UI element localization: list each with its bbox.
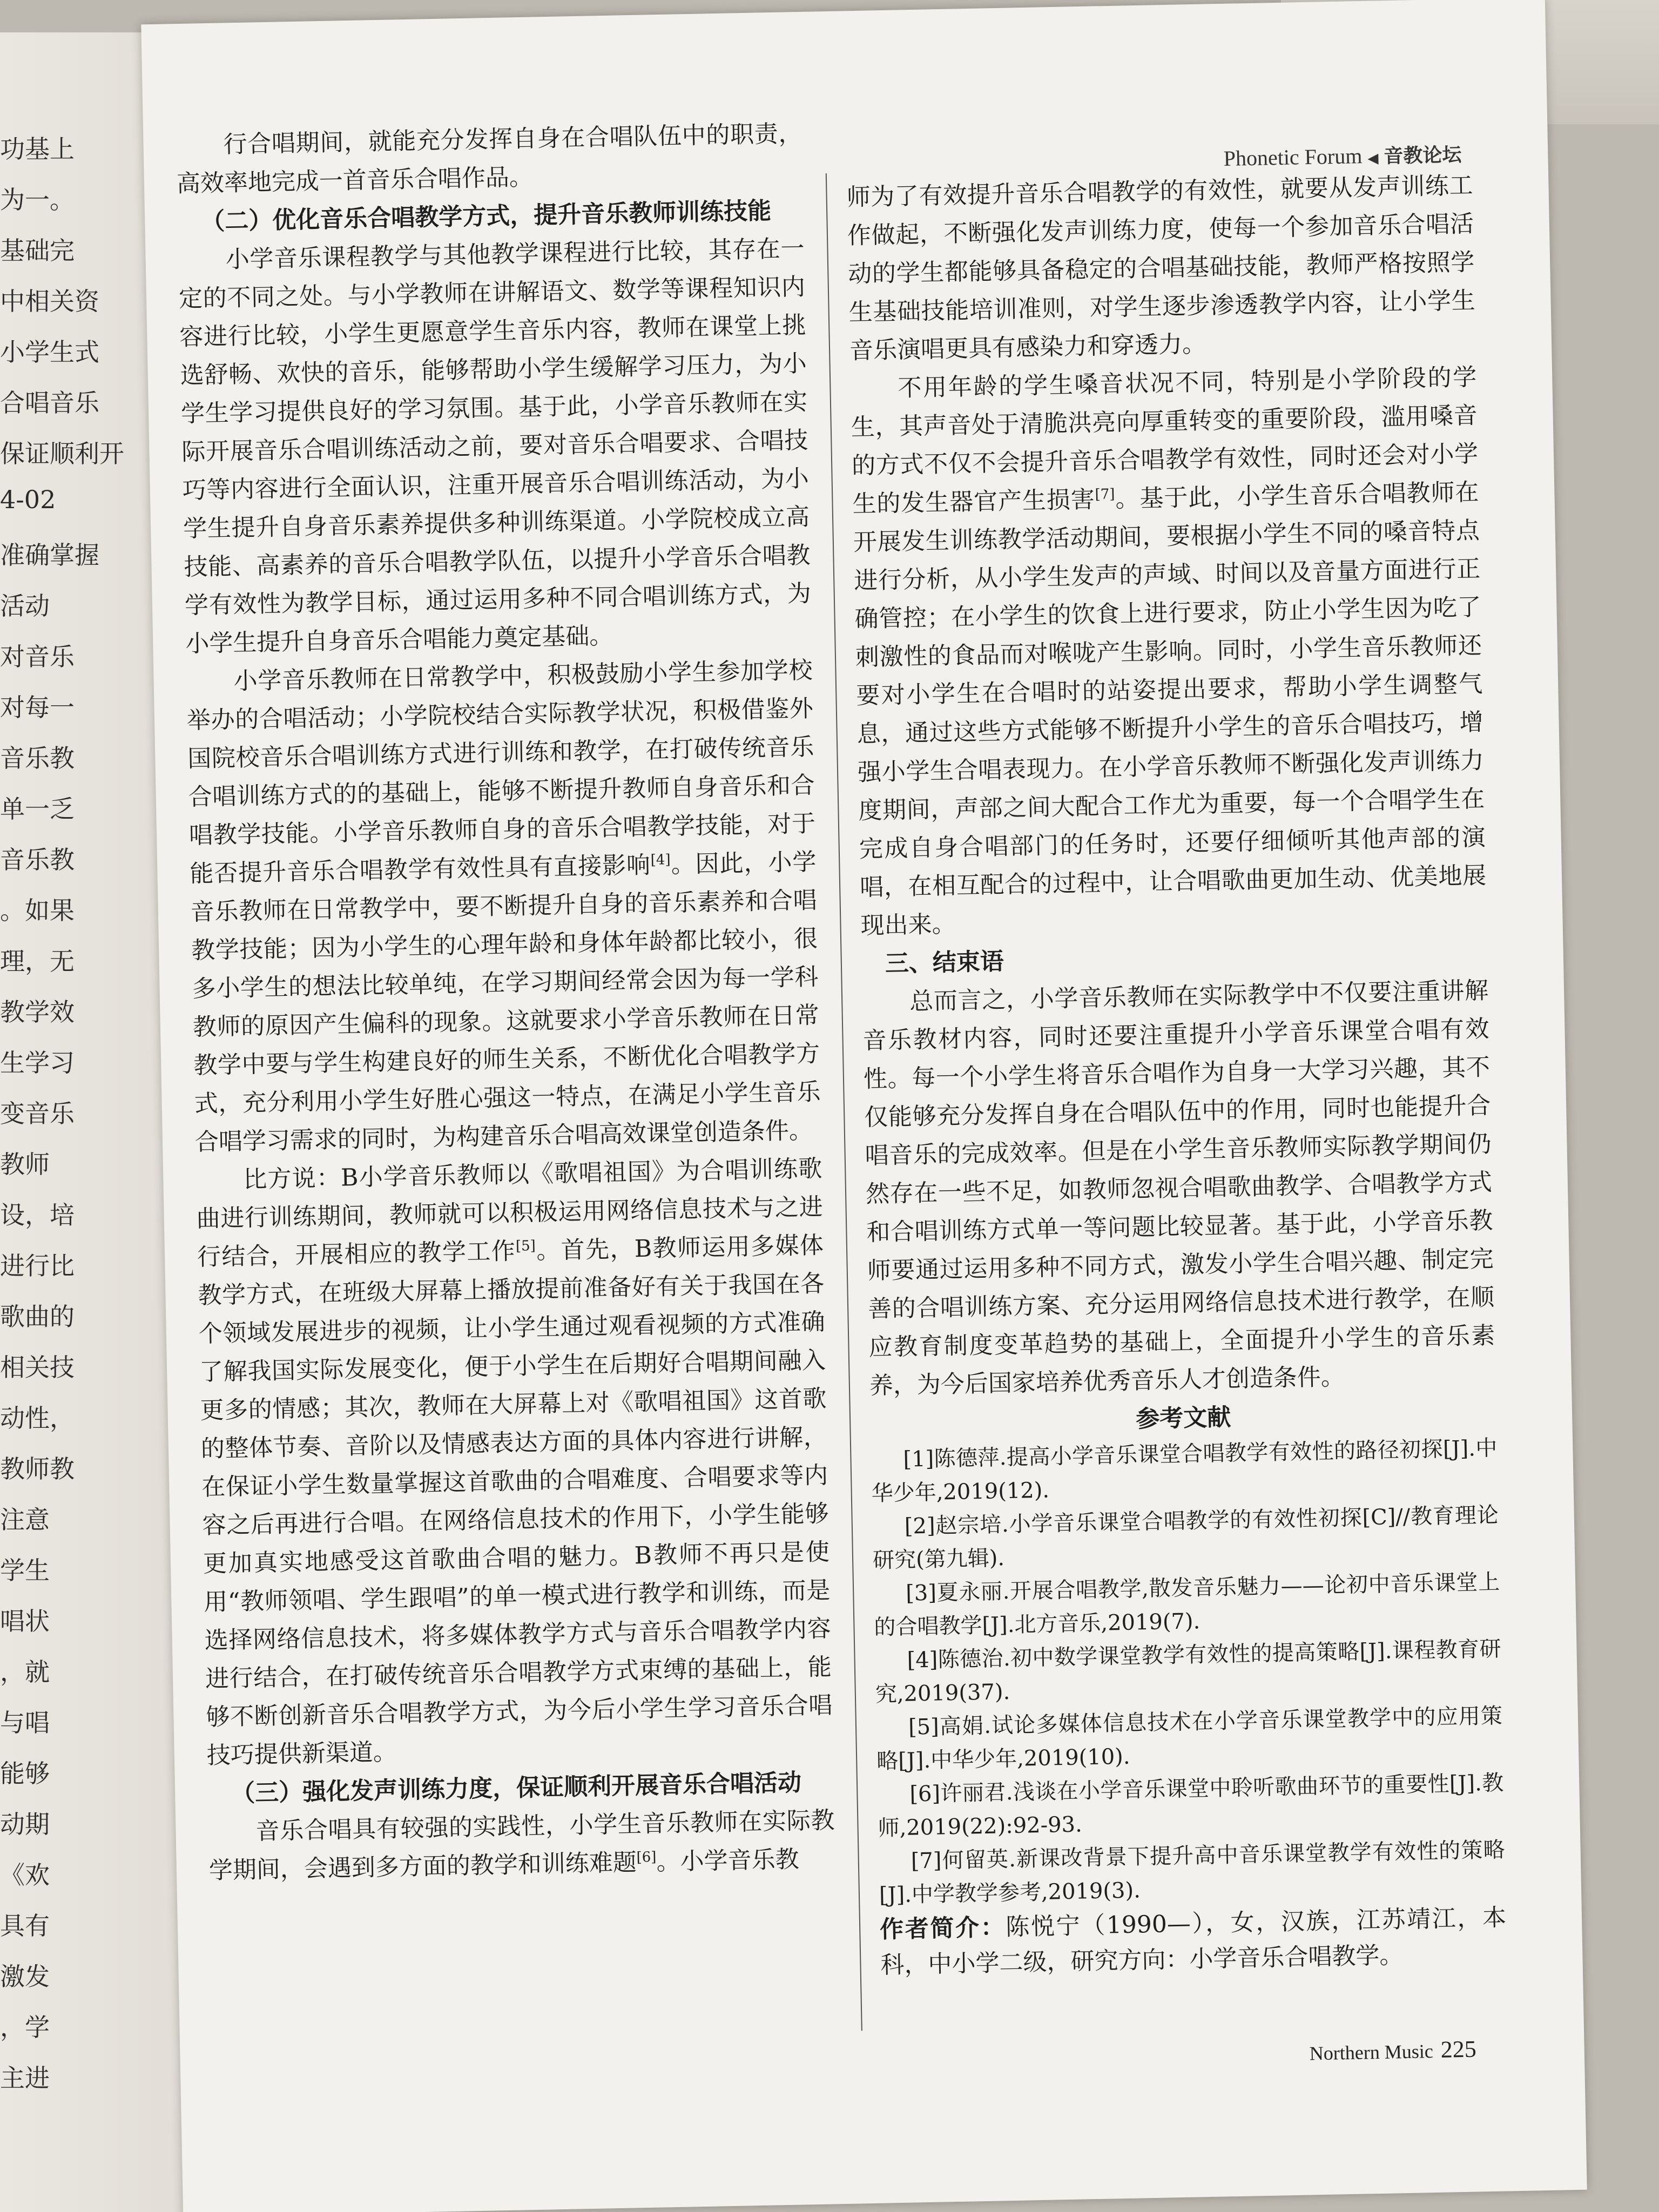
left-page-line: 教师教 — [0, 1454, 75, 1483]
paragraph-text: 小学音乐教师在日常教学中，积极鼓励小学生参加学校举办的合唱活动；小学院校结合实际教学状况，积极借鉴外国院校音乐合唱训练方式进行训练和教学，在打破传统音乐合唱训练方式的的基础上，能够不断提升教师自身音乐和合唱教学技能。小学音乐教师自身的音乐合唱教学技能，对于能否提升音乐合唱教学有效性具有直接影响 — [186, 656, 816, 888]
left-page-line: 为一。 — [0, 185, 75, 214]
left-page-line: 功基上 — [0, 134, 75, 164]
references-list — [871, 1432, 1506, 1912]
left-page-line: 歌曲的 — [0, 1302, 75, 1331]
left-page-line: 主进 — [0, 2063, 50, 2093]
left-page-line: 动性， — [0, 1404, 75, 1433]
left-page-line: 教学效 — [0, 997, 75, 1027]
left-page-line: 保证顺利开 — [0, 439, 124, 468]
subheading: （二）优化音乐合唱教学方式，提升音乐教师训练技能 — [200, 197, 772, 236]
left-page-line: 中相关资 — [0, 287, 99, 316]
left-page-line: 活动 — [0, 591, 50, 621]
subheading: （三）强化发声训练力度，保证顺利开展音乐合唱活动 — [231, 1769, 802, 1808]
paragraph — [208, 1801, 836, 1890]
left-page-line: 基础完 — [0, 236, 75, 265]
references-title: 参考文献 — [1135, 1404, 1231, 1433]
page-footer — [1309, 2035, 1476, 2066]
left-page-line: 相关技 — [0, 1353, 75, 1382]
left-page-line: 注意 — [0, 1505, 50, 1534]
paragraph — [195, 1150, 834, 1775]
left-page-line: 学生 — [0, 1556, 50, 1585]
paragraph-text: 。基于此，小学生音乐合唱教师在开展发生训练教学活动期间，要根据小学生不同的嗓音特点进行分析，从小学生发声的声域、时间以及音量方面进行正确管控；在小学生的饮食上进行要求，防止小学生因为吃了刺激性的食品而对喉咙产生影响。同时，小学生音乐教师还要对小学生在合唱时的站姿提出要求，帮助小学生调整气息，通过这些方式能够不断提升小学生的音乐合唱技巧，增强小学生合唱表现力。在小学音乐教师不断强化发声训练力度期间，声部之间大配合工作尤为重要，每一个合唱学生在完成自身合唱部门的任务时，还要仔细倾听其他声部的演唱，在相互配合的过程中，让合唱歌曲更加生动、优美地展现出来。 — [853, 478, 1487, 940]
reference-item: [2]赵宗培.小学音乐课堂合唱教学的有效性初探[C]//教育理论研究(第九辑). — [872, 1502, 1499, 1573]
left-page-line: 动期 — [0, 1810, 50, 1839]
left-page-line: 具有 — [0, 1911, 50, 1940]
left-page-line: 对每一 — [0, 693, 75, 722]
citation: [5] — [515, 1238, 536, 1255]
paragraph: 师为了有效提升音乐合唱教学的有效性，就要从发声训练工作做起，不断强化发声训练力度，使每一个参加音乐合唱活动的学生都能够具备稳定的合唱基础技能，教师严格按照学生基础技能培训准则，对学生逐步渗透教学内容，让小学生音乐演唱更具有感染力和穿透力。 — [846, 172, 1476, 365]
left-page-line: 合唱音乐 — [0, 388, 99, 417]
header-triangle-icon: ◀ — [1367, 150, 1379, 167]
paragraph — [186, 651, 822, 1162]
paragraph-text: 音乐合唱具有较强的实践性，小学生音乐教师在实际教学期间，会遇到多方面的教学和训练难题 — [208, 1806, 835, 1885]
header-chinese: 音教论坛 — [1383, 143, 1462, 168]
left-page-line: 进行比 — [0, 1251, 75, 1280]
left-page-line: 小学生式 — [0, 338, 99, 367]
journal-page — [141, 0, 1587, 2212]
journal-name: Northern Music — [1309, 2040, 1434, 2065]
reference-item: [4]陈德治.初中数学课堂教学有效性的提高策略[J].课程教育研究,2019(37). — [875, 1636, 1501, 1707]
left-page-line: 变音乐 — [0, 1099, 75, 1128]
section-heading: 三、结束语 — [885, 947, 1004, 978]
paragraph-text: 。因此，小学音乐教师在日常教学中，要不断提升自身的音乐素养和合唱教学技能；因为小学生的心理年龄和身体年龄都比较小，很多小学生的想法比较单纯，在学习期间经常会因为每一学科教师的原因产生偏科的现象。这就要求小学音乐教师在日常教学中要与学生构建良好的师生关系，不断优化合唱教学方式，充分利用小学生好胜心强这一特点，在满足小学生音乐合唱学习需求的同时，为构建音乐合唱高效课堂创造条件。 — [190, 848, 821, 1156]
left-page-line: 激发 — [0, 1962, 50, 1991]
paragraph: 小学音乐课程教学与其他教学课程进行比较，其存在一定的不同之处。与小学教师在讲解语文、数学等课程知识内容进行比较，小学生更愿意学生音乐内容，教师在课堂上挑选舒畅、欢快的音乐，能够帮助小学生缓解学习压力，为小学生学习提供良好的学习氛围。基于此，小学音乐教师在实际开展音乐合唱训练活动之前，要对音乐合唱要求、合唱技巧等内容进行全面认识，注重开展音乐合唱训练活动，为小学生提升自身音乐素养提供多种训练渠道。小学院校成立高技能、高素养的音乐合唱教学队伍，以提升小学音乐合唱教学有效性为教学目标，通过运用多种不同合唱训练方式，为小学生提升自身音乐合唱能力奠定基础。 — [178, 234, 812, 658]
right-column — [846, 166, 1507, 1984]
left-page-line: 生学习 — [0, 1048, 75, 1077]
left-page-line: 。如果 — [0, 896, 75, 925]
left-page-line: 音乐教 — [0, 845, 75, 874]
page-number: 225 — [1440, 2035, 1477, 2063]
left-page-line: 对音乐 — [0, 642, 75, 671]
left-page-line: 准确掌握 — [0, 541, 99, 570]
left-page-line: 唱状 — [0, 1607, 50, 1636]
reference-item: [1]陈德萍.提高小学音乐课堂合唱教学有效性的路径初探[J].中华少年,2019(12). — [871, 1435, 1498, 1506]
left-page-line: 理，无 — [0, 947, 75, 976]
left-page-line: 单一乏 — [0, 794, 75, 824]
reference-item: [5]高娟.试论多媒体信息技术在小学音乐课堂教学中的应用策略[J].中华少年,2019(10). — [876, 1703, 1503, 1774]
reference-item: [3]夏永丽.开展合唱教学,散发音乐魅力——论初中音乐课堂上的合唱教学[J].北方音乐,2019(7). — [874, 1569, 1500, 1640]
left-page-line: 《欢 — [0, 1860, 50, 1890]
paragraph-text: 不用年龄的学生嗓音状况不同，特别是小学阶段的学生，其声音处于清脆洪亮向厚重转变的重要阶段，滥用嗓音的方式不仅不会提升音乐合唱教学有效性，同时还会对小学生的发生器官产生损害 — [851, 363, 1479, 518]
left-page-line: 设，培 — [0, 1201, 75, 1230]
author-label: 作者简介： — [879, 1913, 1006, 1944]
paragraph: 行合唱期间，就能充分发挥自身在合唱队伍中的职责，高效率地完成一首音乐合唱作品。 — [176, 119, 802, 198]
reference-item: [6]许丽君.浅谈在小学音乐课堂中聆听歌曲环节的重要性[J].教师,2019(22):92-93. — [878, 1770, 1504, 1841]
reference-item: [7]何留英.新课改背景下提升高中音乐课堂教学有效性的策略[J].中学教学参考,2019(3). — [879, 1837, 1506, 1908]
paragraph: 总而言之，小学音乐教师在实际教学中不仅要注重讲解音乐教材内容，同时还要注重提升小学音乐课堂合唱有效性。每一个小学生将音乐合唱作为自身一大学习兴趣，其不仅能够充分发挥自身在合唱队伍中的作用，同时也能提升合唱音乐的完成效率。但是在小学生音乐教师实际教学期间仍然存在一些不足，如教师忽视合唱歌曲教学、合唱教学方式和合唱训练方式单一等问题比较显著。基于此，小学音乐教师要通过运用多种不同方式，激发小学生合唱兴趣、制定完善的合唱训练方案、充分运用网络信息技术进行教学，在顺应教育制度变革趋势的基础上，全面提升小学生的音乐素养，为今后国家培养优秀音乐人才创造条件。 — [862, 976, 1495, 1400]
paragraph-text: 比方说：B小学音乐教师以《歌唱祖国》为合唱训练歌曲进行训练期间，教师就可以积极运用网络信息技术与之进行结合，开展相应的教学工作 — [196, 1155, 824, 1271]
left-page-line: ，就 — [0, 1657, 50, 1687]
paragraph — [850, 358, 1487, 945]
citation: [7] — [1095, 486, 1115, 503]
left-page-line: 与唱 — [0, 1708, 50, 1737]
left-page-line: ，学 — [0, 2013, 50, 2042]
left-page-line: 4-02 — [0, 485, 56, 514]
left-column — [176, 114, 835, 1890]
left-page-line: 能够 — [0, 1759, 50, 1788]
citation: [6] — [636, 1849, 657, 1866]
citation: [4] — [650, 852, 671, 868]
header-english: Phonetic Forum — [1223, 143, 1363, 171]
left-page-line: 音乐教 — [0, 744, 75, 773]
author-text: 陈悦宁（1990—），女，汉族，江苏靖江，本科，中小学二级，研究方向：小学音乐合唱教学。 — [880, 1904, 1507, 1979]
author-info — [880, 1900, 1507, 1983]
left-page-line: 教师 — [0, 1150, 50, 1179]
paragraph-text: 。小学音乐教 — [656, 1845, 800, 1876]
paragraph-text: 。首先，B教师运用多媒体教学方式，在班级大屏幕上播放提前准备好有关于我国在各个领域发展进步的视频，让小学生通过观看视频的方式准确了解我国实际发展变化，便于小学生在后期好合唱期间融入更多的情感；其次，教师在大屏幕上对《歌唱祖国》这首歌的整体节奏、音阶以及情感表达方面的具体内容进行讲解，在保证小学生数量掌握这首歌曲的合唱难度、合唱要求等内容之后再进行合唱。在网络信息技术的作用下，小学生能够更加真实地感受这首歌曲合唱的魅力。B教师不再只是使用“教师领唱、学生跟唱”的单一模式进行教学和训练，而是选择网络信息技术，将多媒体教学方式与音乐合唱教学内容进行结合，在打破传统音乐合唱教学方式束缚的基础上，能够不断创新音乐合唱教学方式，为今后小学生学习音乐合唱技巧提供新渠道。 — [197, 1231, 833, 1770]
